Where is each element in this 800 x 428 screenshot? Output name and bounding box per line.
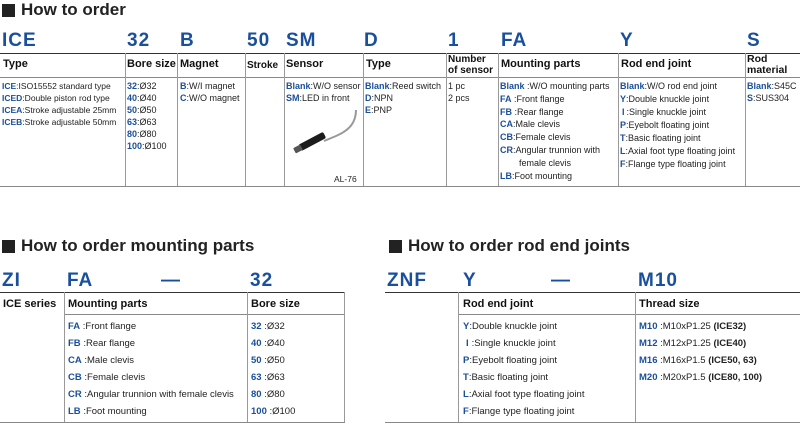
mount-header-rule bbox=[65, 314, 345, 315]
list-item: 100 :Ø100 bbox=[251, 406, 296, 417]
list-item: Y:Double knuckle joint bbox=[463, 321, 558, 332]
list-item: FA :Front flange bbox=[68, 321, 137, 332]
list-item: P:Eyebolt floating joint bbox=[463, 355, 558, 366]
order-col-divider bbox=[284, 53, 285, 186]
list-item: FB :Rear flange bbox=[500, 106, 564, 117]
mount-col-divider bbox=[64, 292, 65, 422]
code-num-sensor: 1 bbox=[448, 30, 460, 51]
header-bore-size: Bore size bbox=[127, 58, 176, 70]
header-num-sensor-line1: Number bbox=[448, 54, 486, 65]
list-item: E:PNP bbox=[365, 105, 393, 115]
order-col-divider bbox=[618, 53, 619, 186]
order-col-divider bbox=[745, 53, 746, 186]
code-switch-type: D bbox=[364, 30, 379, 51]
mounting-parts-title-text: How to order mounting parts bbox=[21, 236, 255, 255]
list-item: ICED:Double piston rod type bbox=[2, 93, 110, 103]
order-top-rule bbox=[0, 53, 800, 54]
rodend-header-rule bbox=[459, 314, 800, 315]
header-rod-material bbox=[747, 54, 787, 76]
order-col-divider bbox=[363, 53, 364, 186]
header-type: Type bbox=[3, 58, 28, 70]
list-item: 80:Ø80 bbox=[127, 129, 157, 139]
header-num-sensor bbox=[448, 54, 493, 76]
header-rod-material-line1: Rod bbox=[747, 53, 768, 65]
header-rod-material-line2: material bbox=[747, 64, 788, 76]
list-item: Blank:W/O rod end joint bbox=[620, 81, 718, 91]
how-to-order-title-text: How to order bbox=[21, 0, 126, 19]
list-item: 63 :Ø63 bbox=[251, 372, 285, 383]
list-item: 32:Ø32 bbox=[127, 81, 157, 91]
mounting-parts-title bbox=[2, 236, 254, 256]
list-item: FB :Rear flange bbox=[68, 338, 136, 349]
code-rod-material: S bbox=[747, 30, 761, 51]
order-header-rule bbox=[0, 77, 800, 78]
list-item: LB:Foot mounting bbox=[500, 170, 573, 181]
list-item: M16 :M16xP1.5 (ICE50, 63) bbox=[639, 355, 757, 366]
list-item: 100:Ø100 bbox=[127, 141, 167, 151]
list-item: Blank:S45C bbox=[747, 81, 797, 91]
rodend-header-thread: Thread size bbox=[639, 298, 700, 310]
code-rod-joint: Y bbox=[620, 30, 634, 51]
list-item: SM:LED in front bbox=[286, 93, 350, 103]
list-item: FA :Front flange bbox=[500, 93, 565, 104]
order-col-divider bbox=[245, 53, 246, 186]
list-item: ICE:ISO15552 standard type bbox=[2, 81, 111, 91]
mount-code-parts: FA bbox=[67, 270, 94, 291]
list-item: 40 :Ø40 bbox=[251, 338, 285, 349]
list-item: M10 :M10xP1.25 (ICE32) bbox=[639, 321, 747, 332]
rodend-bottom-rule bbox=[385, 422, 800, 423]
rodend-code-row bbox=[385, 270, 800, 290]
list-item: L:Axial foot type floating joint bbox=[620, 146, 736, 156]
list-item: 80 :Ø80 bbox=[251, 389, 285, 400]
rodend-col-divider bbox=[635, 292, 636, 422]
mount-bore-list bbox=[251, 318, 295, 420]
code-type: ICE bbox=[2, 30, 37, 51]
list-item: D:NPN bbox=[365, 93, 394, 103]
list-item: 63:Ø63 bbox=[127, 117, 157, 127]
list-item: C:W/O magnet bbox=[180, 93, 240, 103]
code-mounting: FA bbox=[501, 30, 528, 51]
list-item: 32 :Ø32 bbox=[251, 321, 285, 332]
mount-col-divider bbox=[344, 292, 345, 422]
mount-top-rule bbox=[0, 292, 345, 293]
list-item: M20 :M20xP1.5 (ICE80, 100) bbox=[639, 372, 763, 383]
mounting-list bbox=[500, 80, 610, 182]
rodend-col-divider bbox=[458, 292, 459, 422]
list-item: LB :Foot mounting bbox=[68, 406, 147, 417]
num-sensor-list bbox=[448, 80, 470, 104]
list-item: S:SUS304 bbox=[747, 93, 790, 103]
rod-end-joints-title bbox=[389, 236, 630, 256]
code-sensor: SM bbox=[286, 30, 317, 51]
switch-type-list bbox=[365, 80, 441, 116]
sensor-list bbox=[286, 80, 361, 104]
list-item: I :Single knuckle joint bbox=[622, 107, 707, 117]
header-switch-type: Type bbox=[366, 58, 391, 70]
bore-list bbox=[127, 80, 167, 152]
list-item: L:Axial foot type floating joint bbox=[463, 389, 585, 400]
order-col-divider bbox=[177, 53, 178, 186]
sensor-cable-image bbox=[290, 108, 362, 172]
rod-joint-list bbox=[620, 80, 735, 171]
header-sensor: Sensor bbox=[286, 58, 324, 70]
list-item: CA :Male clevis bbox=[68, 355, 134, 366]
types-list bbox=[2, 80, 116, 128]
order-col-divider bbox=[498, 53, 499, 186]
list-item: F:Flange type floating joint bbox=[620, 159, 726, 169]
mount-code-dash: — bbox=[161, 270, 181, 291]
magnet-list bbox=[180, 80, 240, 104]
rodend-code-joint: Y bbox=[463, 270, 477, 291]
square-bullet-icon bbox=[389, 240, 402, 253]
header-num-sensor-line2: of sensor bbox=[448, 65, 494, 76]
header-mounting-parts: Mounting parts bbox=[501, 58, 581, 70]
order-col-divider bbox=[125, 53, 126, 186]
list-item: ICEA:Stroke adjustable 25mm bbox=[2, 105, 117, 115]
square-bullet-icon bbox=[2, 240, 15, 253]
list-item: female clevis bbox=[519, 157, 572, 168]
mount-code-row bbox=[0, 270, 345, 290]
header-stroke: Stroke bbox=[247, 60, 279, 71]
list-item: CB:Female clevis bbox=[500, 132, 571, 143]
mount-code-series: ZI bbox=[2, 270, 21, 291]
mount-header-bore: Bore size bbox=[251, 298, 300, 310]
list-item: I :Single knuckle joint bbox=[466, 338, 556, 349]
mount-parts-list bbox=[68, 318, 234, 420]
mount-col-divider bbox=[247, 292, 248, 422]
header-rod-end-joint: Rod end joint bbox=[621, 58, 692, 70]
list-item: Y:Double knuckle joint bbox=[620, 94, 710, 104]
rod-material-list bbox=[747, 80, 797, 104]
mount-header-parts: Mounting parts bbox=[68, 298, 148, 310]
list-item: M12 :M12xP1.25 (ICE40) bbox=[639, 338, 747, 349]
code-bore: 32 bbox=[127, 30, 151, 51]
list-item: Blank:Reed switch bbox=[365, 81, 442, 91]
square-bullet-icon bbox=[2, 4, 15, 17]
list-item: CR :Angular trunnion with female clevis bbox=[68, 389, 234, 400]
rod-end-joints-title-text: How to order rod end joints bbox=[408, 236, 630, 255]
rodend-code-dash: — bbox=[551, 270, 571, 291]
rodend-code-series: ZNF bbox=[387, 270, 427, 291]
list-item: 2 pcs bbox=[448, 93, 470, 103]
rodend-top-rule bbox=[385, 292, 800, 293]
order-bottom-rule bbox=[0, 186, 800, 187]
sensor-model-label: AL-76 bbox=[334, 174, 357, 184]
mount-code-bore: 32 bbox=[250, 270, 274, 291]
rodend-header-joint: Rod end joint bbox=[463, 298, 534, 310]
list-item: 50 :Ø50 bbox=[251, 355, 285, 366]
how-to-order-title bbox=[2, 0, 126, 20]
order-code-row bbox=[0, 30, 800, 50]
order-col-divider bbox=[446, 53, 447, 186]
list-item: ICEB:Stroke adjustable 50mm bbox=[2, 117, 117, 127]
mount-bottom-rule bbox=[0, 422, 345, 423]
header-magnet: Magnet bbox=[180, 58, 219, 70]
mount-series-label: ICE series bbox=[3, 298, 57, 310]
list-item: T:Basic floating joint bbox=[620, 133, 701, 143]
list-item: 1 pc bbox=[448, 81, 466, 91]
list-item: CA:Male clevis bbox=[500, 119, 561, 130]
list-item: 40:Ø40 bbox=[127, 93, 157, 103]
list-item: CR:Angular trunnion with bbox=[500, 144, 601, 155]
list-item: P:Eyebolt floating joint bbox=[620, 120, 710, 130]
list-item: Blank :W/O mounting parts bbox=[500, 81, 610, 91]
rodend-code-thread: M10 bbox=[638, 270, 678, 291]
list-item: F:Flange type floating joint bbox=[463, 406, 575, 417]
list-item: T:Basic floating joint bbox=[463, 372, 549, 383]
list-item: B:W/I magnet bbox=[180, 81, 236, 91]
list-item: Blank:W/O sensor bbox=[286, 81, 361, 91]
list-item: CB :Female clevis bbox=[68, 372, 146, 383]
list-item: 50:Ø50 bbox=[127, 105, 157, 115]
code-stroke: 50 bbox=[247, 30, 271, 51]
rodend-thread-list bbox=[639, 318, 762, 386]
code-magnet: B bbox=[180, 30, 195, 51]
rodend-joint-list bbox=[463, 318, 584, 420]
